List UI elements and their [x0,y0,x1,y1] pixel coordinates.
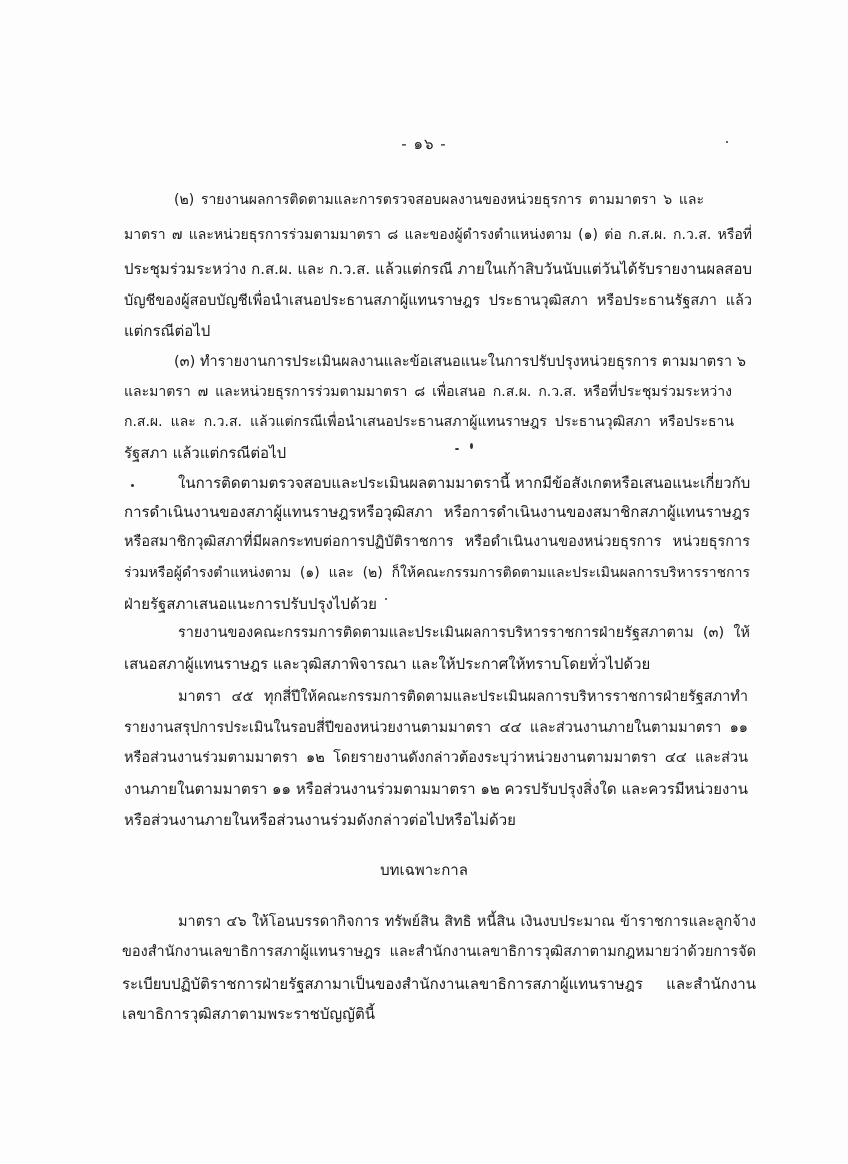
text-line: ประชุมร่วมระหว่าง ก.ส.ผ. และ ก.ว.ส. แล้วแต่กรณี ภายในเก้าสิบวันนับแต่วันได้รับรายงานผลสอบ [124,260,752,278]
scan-speck [470,443,473,449]
text-line: และมาตรา ๗ และหน่วยธุรการร่วมตามมาตรา ๘ เพื่อเสนอ ก.ส.ผ. ก.ว.ส. หรือที่ประชุมร่วมระหว่าง [124,384,732,400]
text-line: มาตรา ๔๕ ทุกสี่ปีให้คณะกรรมการติดตามและประเมินผลการบริหารราชการฝ่ายรัฐสภาทำ [178,689,748,705]
text-line: หรือสมาชิกวุฒิสภาที่มีผลกระทบต่อการปฏิบัติราชการ หรือดำเนินงานของหน่วยธุรการ หน่วยธุรการ [124,534,750,550]
text-line: รายงานของคณะกรรมการติดตามและประเมินผลการบริหารราชการฝ่ายรัฐสภาตาม (๓) ให้ [178,625,750,641]
text-line: ในการติดตามตรวจสอบและประเมินผลตามมาตรานี้ หากมีข้อสังเกตหรือเสนอแนะเกี่ยวกับ [178,474,751,492]
scan-speck [455,448,459,450]
text-line: (๒) รายงานผลการติดตามและการตรวจสอบผลงานของหน่วยธุรการ ตามมาตรา ๖ และ [174,192,704,208]
scan-speck [131,484,134,487]
text-line: เลขาธิการวุฒิสภาตามพระราชบัญญัตินี้ [122,1005,375,1023]
text-line: มาตรา ๔๖ ให้โอนบรรดากิจการ ทรัพย์สิน สิทธิ หนี้สิน เงินงบประมาณ ข้าราชการและลูกจ้าง [178,914,756,930]
text-line: ร่วมหรือผู้ดำรงตำแหน่งตาม (๑) และ (๒) ก็ให้คณะกรรมการติดตามและประเมินผลการบริหารราชการ [124,565,750,581]
text-line: บัญชีของผู้สอบบัญชีเพื่อนำเสนอประธานสภาผู้แทนราษฎร ประธานวุฒิสภา หรือประธานรัฐสภา แล้ว [124,293,752,309]
text-line: ฝ่ายรัฐสภาเสนอแนะการปรับปรุงไปด้วย [124,595,377,613]
text-line: งานภายในตามมาตรา ๑๑ หรือส่วนงานร่วมตามมาตรา ๑๒ ควรปรับปรุงสิ่งใด และควรมีหน่วยงาน [124,780,749,798]
text-line: รายงานสรุปการประเมินในรอบสี่ปีของหน่วยงานตามมาตรา ๔๔ และส่วนงานภายในตามมาตรา ๑๑ [124,720,748,736]
text-line: มาตรา ๗ และหน่วยธุรการร่วมตามมาตรา ๘ และของผู้ดำรงตำแหน่งตาม (๑) ต่อ ก.ส.ผ. ก.ว.ส. หรือที่ [124,227,752,243]
text-line: ระเบียบปฏิบัติราชการฝ่ายรัฐสภามาเป็นของสำนักงานเลขาธิการสภาผู้แทนราษฎร และสำนักงาน [122,975,756,993]
transitional-provisions-heading: บทเฉพาะกาล [380,861,468,879]
text-line: หรือส่วนงานภายในหรือส่วนงานร่วมดังกล่าวต่อไปหรือไม่ด้วย [124,811,516,829]
text-line: รัฐสภา แล้วแต่กรณีต่อไป [124,444,287,462]
text-line: ก.ส.ผ. และ ก.ว.ส. แล้วแต่กรณีเพื่อนำเสนอประธานสภาผู้แทนราษฎร ประธานวุฒิสภา หรือประธาน [124,414,734,430]
text-line: ของสำนักงานเลขาธิการสภาผู้แทนราษฎร และสำนักงานเลขาธิการวุฒิสภาตามกฎหมายว่าด้วยการจัด [122,944,756,960]
scan-speck [726,141,728,143]
text-line: การดำเนินงานของสภาผู้แทนราษฎรหรือวุฒิสภา หรือการดำเนินงานของสมาชิกสภาผู้แทนราษฎร [124,503,750,521]
text-line: แต่กรณีต่อไป [124,322,211,340]
scan-speck [385,598,387,600]
text-line: (๓) ทำรายงานการประเมินผลงานและข้อเสนอแนะในการปรับปรุงหน่วยธุรการ ตามมาตรา ๖ [174,354,746,370]
text-line: เสนอสภาผู้แทนราษฎร และวุฒิสภาพิจารณา และให้ประกาศให้ทราบโดยทั่วไปด้วย [124,655,651,673]
text-line: หรือส่วนงานร่วมตามมาตรา ๑๒ โดยรายงานดังกล่าวต้องระบุว่าหน่วยงานตามมาตรา ๔๔ และส่วน [124,750,748,766]
page-number: - ๑๖ - [401,135,447,153]
